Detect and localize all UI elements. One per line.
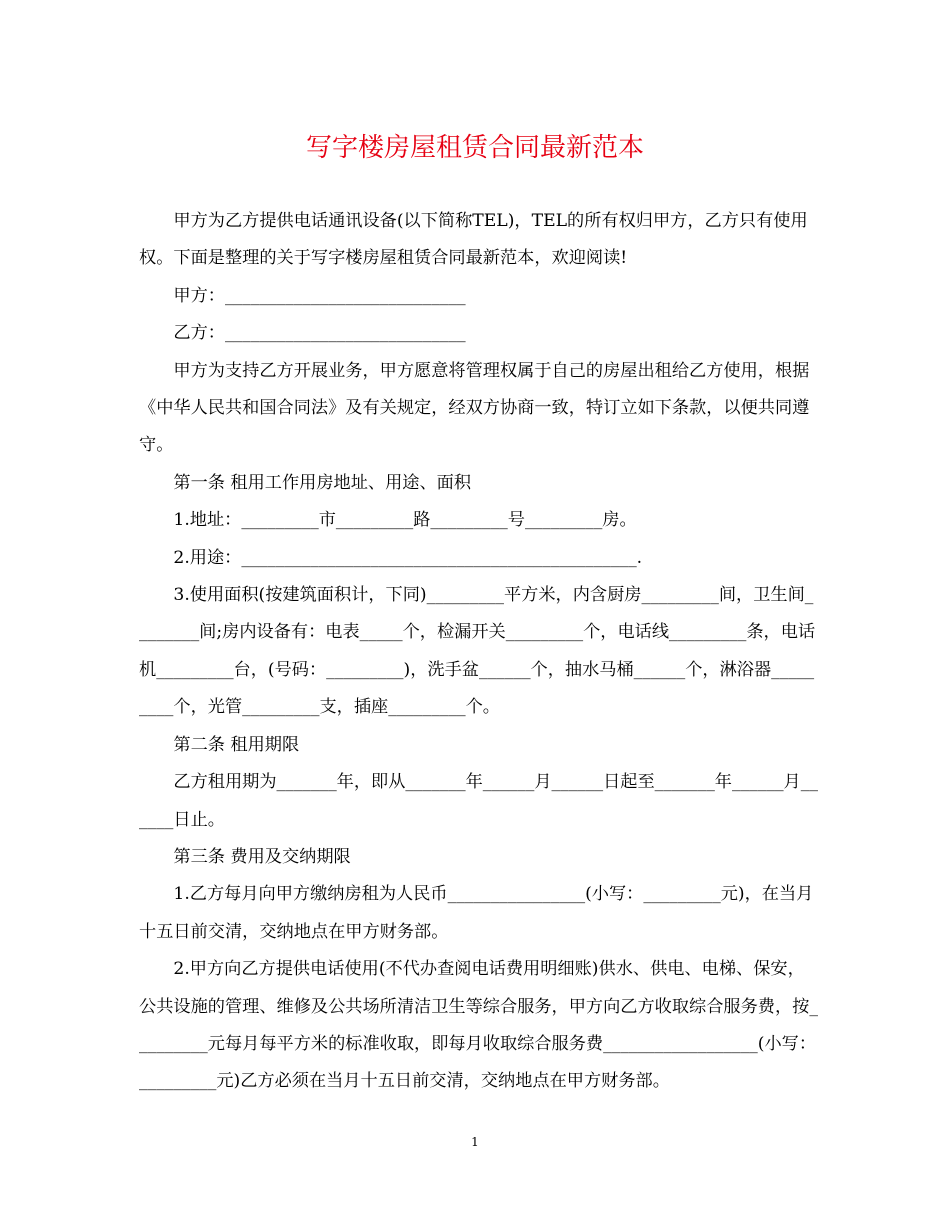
article-1-heading: 第一条 租用工作用房地址、用途、面积 (173, 472, 472, 493)
article-1-address: 1.地址：_________市_________路_________号_________房。 (173, 510, 637, 531)
document-title: 写字楼房屋租赁合同最新范本 (305, 133, 644, 163)
party-a-line: 甲方：____________________________ (173, 285, 466, 306)
article-2-heading: 第二条 租用期限 (173, 734, 300, 755)
article-1-area: 3.使用面积(按建筑面积计，下同)_________平方米，内含厨房_________间，卫生间________间;房内设备有：电表_____个，检漏开关_________个，电话线_________条，电话机_________台，(号码：_________)，洗手盆______个，抽水马桶______个，淋浴器_________个，光管_________支，插座_________个。 (139, 585, 816, 718)
party-b-line: 乙方：____________________________ (173, 323, 466, 344)
article-3-rent: 1.乙方每月向甲方缴纳房租为人民币________________(小写：_________元)，在当月十五日前交清，交纳地点在甲方财务部。 (139, 884, 814, 942)
document-body (139, 203, 819, 1101)
article-3-heading: 第三条 费用及交纳期限 (173, 846, 351, 867)
article-2-term: 乙方租用期为_______年，即从_______年______月______日起至_______年______月______日止。 (139, 772, 818, 830)
article-1-usage: 2.用途：______________________________________________. (173, 547, 643, 568)
page-number: 1 (471, 1135, 479, 1149)
preamble-paragraph: 甲方为支持乙方开展业务，甲方愿意将管理权属于自己的房屋出租给乙方使用，根据《中华人民共和国合同法》及有关规定，经双方协商一致，特订立如下条款，以便共同遵守。 (139, 360, 810, 456)
intro-paragraph: 甲方为乙方提供电话通讯设备(以下简称TEL)，TEL的所有权归甲方，乙方只有使用权。下面是整理的关于写字楼房屋租赁合同最新范本，欢迎阅读! (139, 211, 808, 269)
article-3-service-fee: 2.甲方向乙方提供电话使用(不代办查阅电话费用明细账)供水、供电、电梯、保安，公共设施的管理、维修及公共场所清洁卫生等综合服务，甲方向乙方收取综合服务费，按_________元每月每平方米的标准收取，即每月收取综合服务费__________________(小写：_________元)乙方必须在当月十五日前交清，交纳地点在甲方财务部。 (139, 959, 818, 1092)
